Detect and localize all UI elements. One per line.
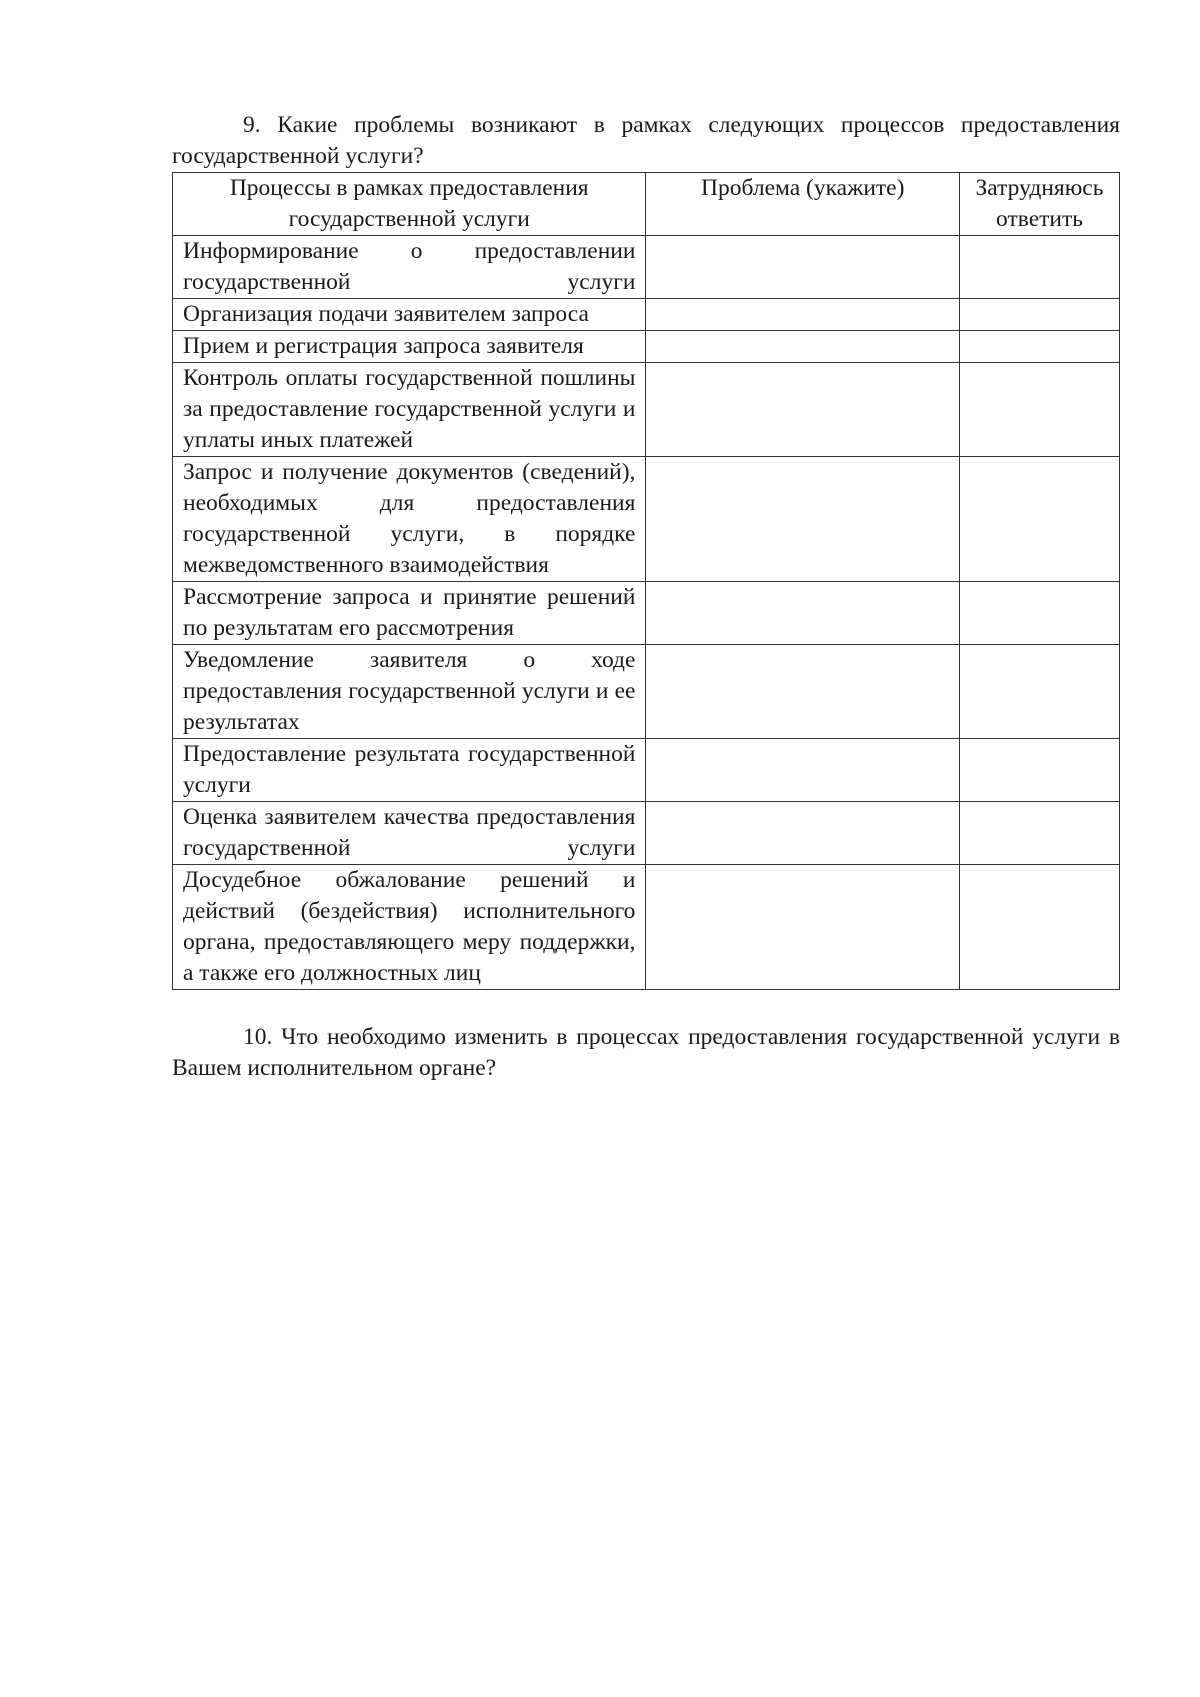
process-cell: Контроль оплаты государственной пошлины за предоставление государственной услуги и уплаты иных платежей bbox=[173, 363, 646, 457]
hard-to-answer-cell[interactable] bbox=[960, 582, 1120, 645]
hard-to-answer-cell[interactable] bbox=[960, 363, 1120, 457]
table-row bbox=[173, 645, 1120, 739]
table-row bbox=[173, 236, 1120, 299]
table-row bbox=[173, 457, 1120, 582]
table-row bbox=[173, 331, 1120, 363]
hard-to-answer-cell[interactable] bbox=[960, 299, 1120, 331]
hard-to-answer-cell[interactable] bbox=[960, 236, 1120, 299]
header-processes: Процессы в рамках предоставления государственной услуги bbox=[173, 173, 646, 236]
hard-to-answer-cell[interactable] bbox=[960, 457, 1120, 582]
process-cell: Уведомление заявителя о ходе предоставления государственной услуги и ее результатах bbox=[173, 645, 646, 739]
process-cell: Запрос и получение документов (сведений), необходимых для предоставления государственной услуги, в порядке межведомственного взаимодействия bbox=[173, 457, 646, 582]
table-row bbox=[173, 582, 1120, 645]
table-row bbox=[173, 802, 1120, 865]
process-problems-table bbox=[172, 172, 1120, 990]
problem-answer-cell[interactable] bbox=[646, 645, 960, 739]
problem-answer-cell[interactable] bbox=[646, 331, 960, 363]
header-hard-to-answer: Затрудняюсь ответить bbox=[960, 173, 1120, 236]
header-problem: Проблема (укажите) bbox=[646, 173, 960, 236]
table-row bbox=[173, 363, 1120, 457]
problem-answer-cell[interactable] bbox=[646, 739, 960, 802]
process-cell: Предоставление результата государственной услуги bbox=[173, 739, 646, 802]
document-page bbox=[172, 110, 1120, 1084]
table-row bbox=[173, 865, 1120, 990]
process-cell: Рассмотрение запроса и принятие решений по результатам его рассмотрения bbox=[173, 582, 646, 645]
process-cell: Оценка заявителем качества предоставления государственной услуги bbox=[173, 802, 646, 865]
problem-answer-cell[interactable] bbox=[646, 582, 960, 645]
hard-to-answer-cell[interactable] bbox=[960, 331, 1120, 363]
table-header-row bbox=[173, 173, 1120, 236]
hard-to-answer-cell[interactable] bbox=[960, 802, 1120, 865]
problem-answer-cell[interactable] bbox=[646, 802, 960, 865]
problem-answer-cell[interactable] bbox=[646, 299, 960, 331]
hard-to-answer-cell[interactable] bbox=[960, 739, 1120, 802]
process-cell: Досудебное обжалование решений и действий (бездействия) исполнительного органа, предоставляющего меру поддержки, а также его должностных лиц bbox=[173, 865, 646, 990]
problem-answer-cell[interactable] bbox=[646, 457, 960, 582]
process-cell: Прием и регистрация запроса заявителя bbox=[173, 331, 646, 363]
table-row bbox=[173, 739, 1120, 802]
question-10: 10. Что необходимо изменить в процессах предоставления государственной услуги в Вашем исполнительном органе? bbox=[172, 1024, 1120, 1081]
process-cell: Организация подачи заявителем запроса bbox=[173, 299, 646, 331]
hard-to-answer-cell[interactable] bbox=[960, 645, 1120, 739]
problem-answer-cell[interactable] bbox=[646, 363, 960, 457]
process-cell: Информирование о предоставлении государственной услуги bbox=[173, 236, 646, 299]
question-9: 9. Какие проблемы возникают в рамках следующих процессов предоставления государственной услуги? bbox=[172, 112, 1120, 169]
hard-to-answer-cell[interactable] bbox=[960, 865, 1120, 990]
problem-answer-cell[interactable] bbox=[646, 865, 960, 990]
problem-answer-cell[interactable] bbox=[646, 236, 960, 299]
table-row bbox=[173, 299, 1120, 331]
